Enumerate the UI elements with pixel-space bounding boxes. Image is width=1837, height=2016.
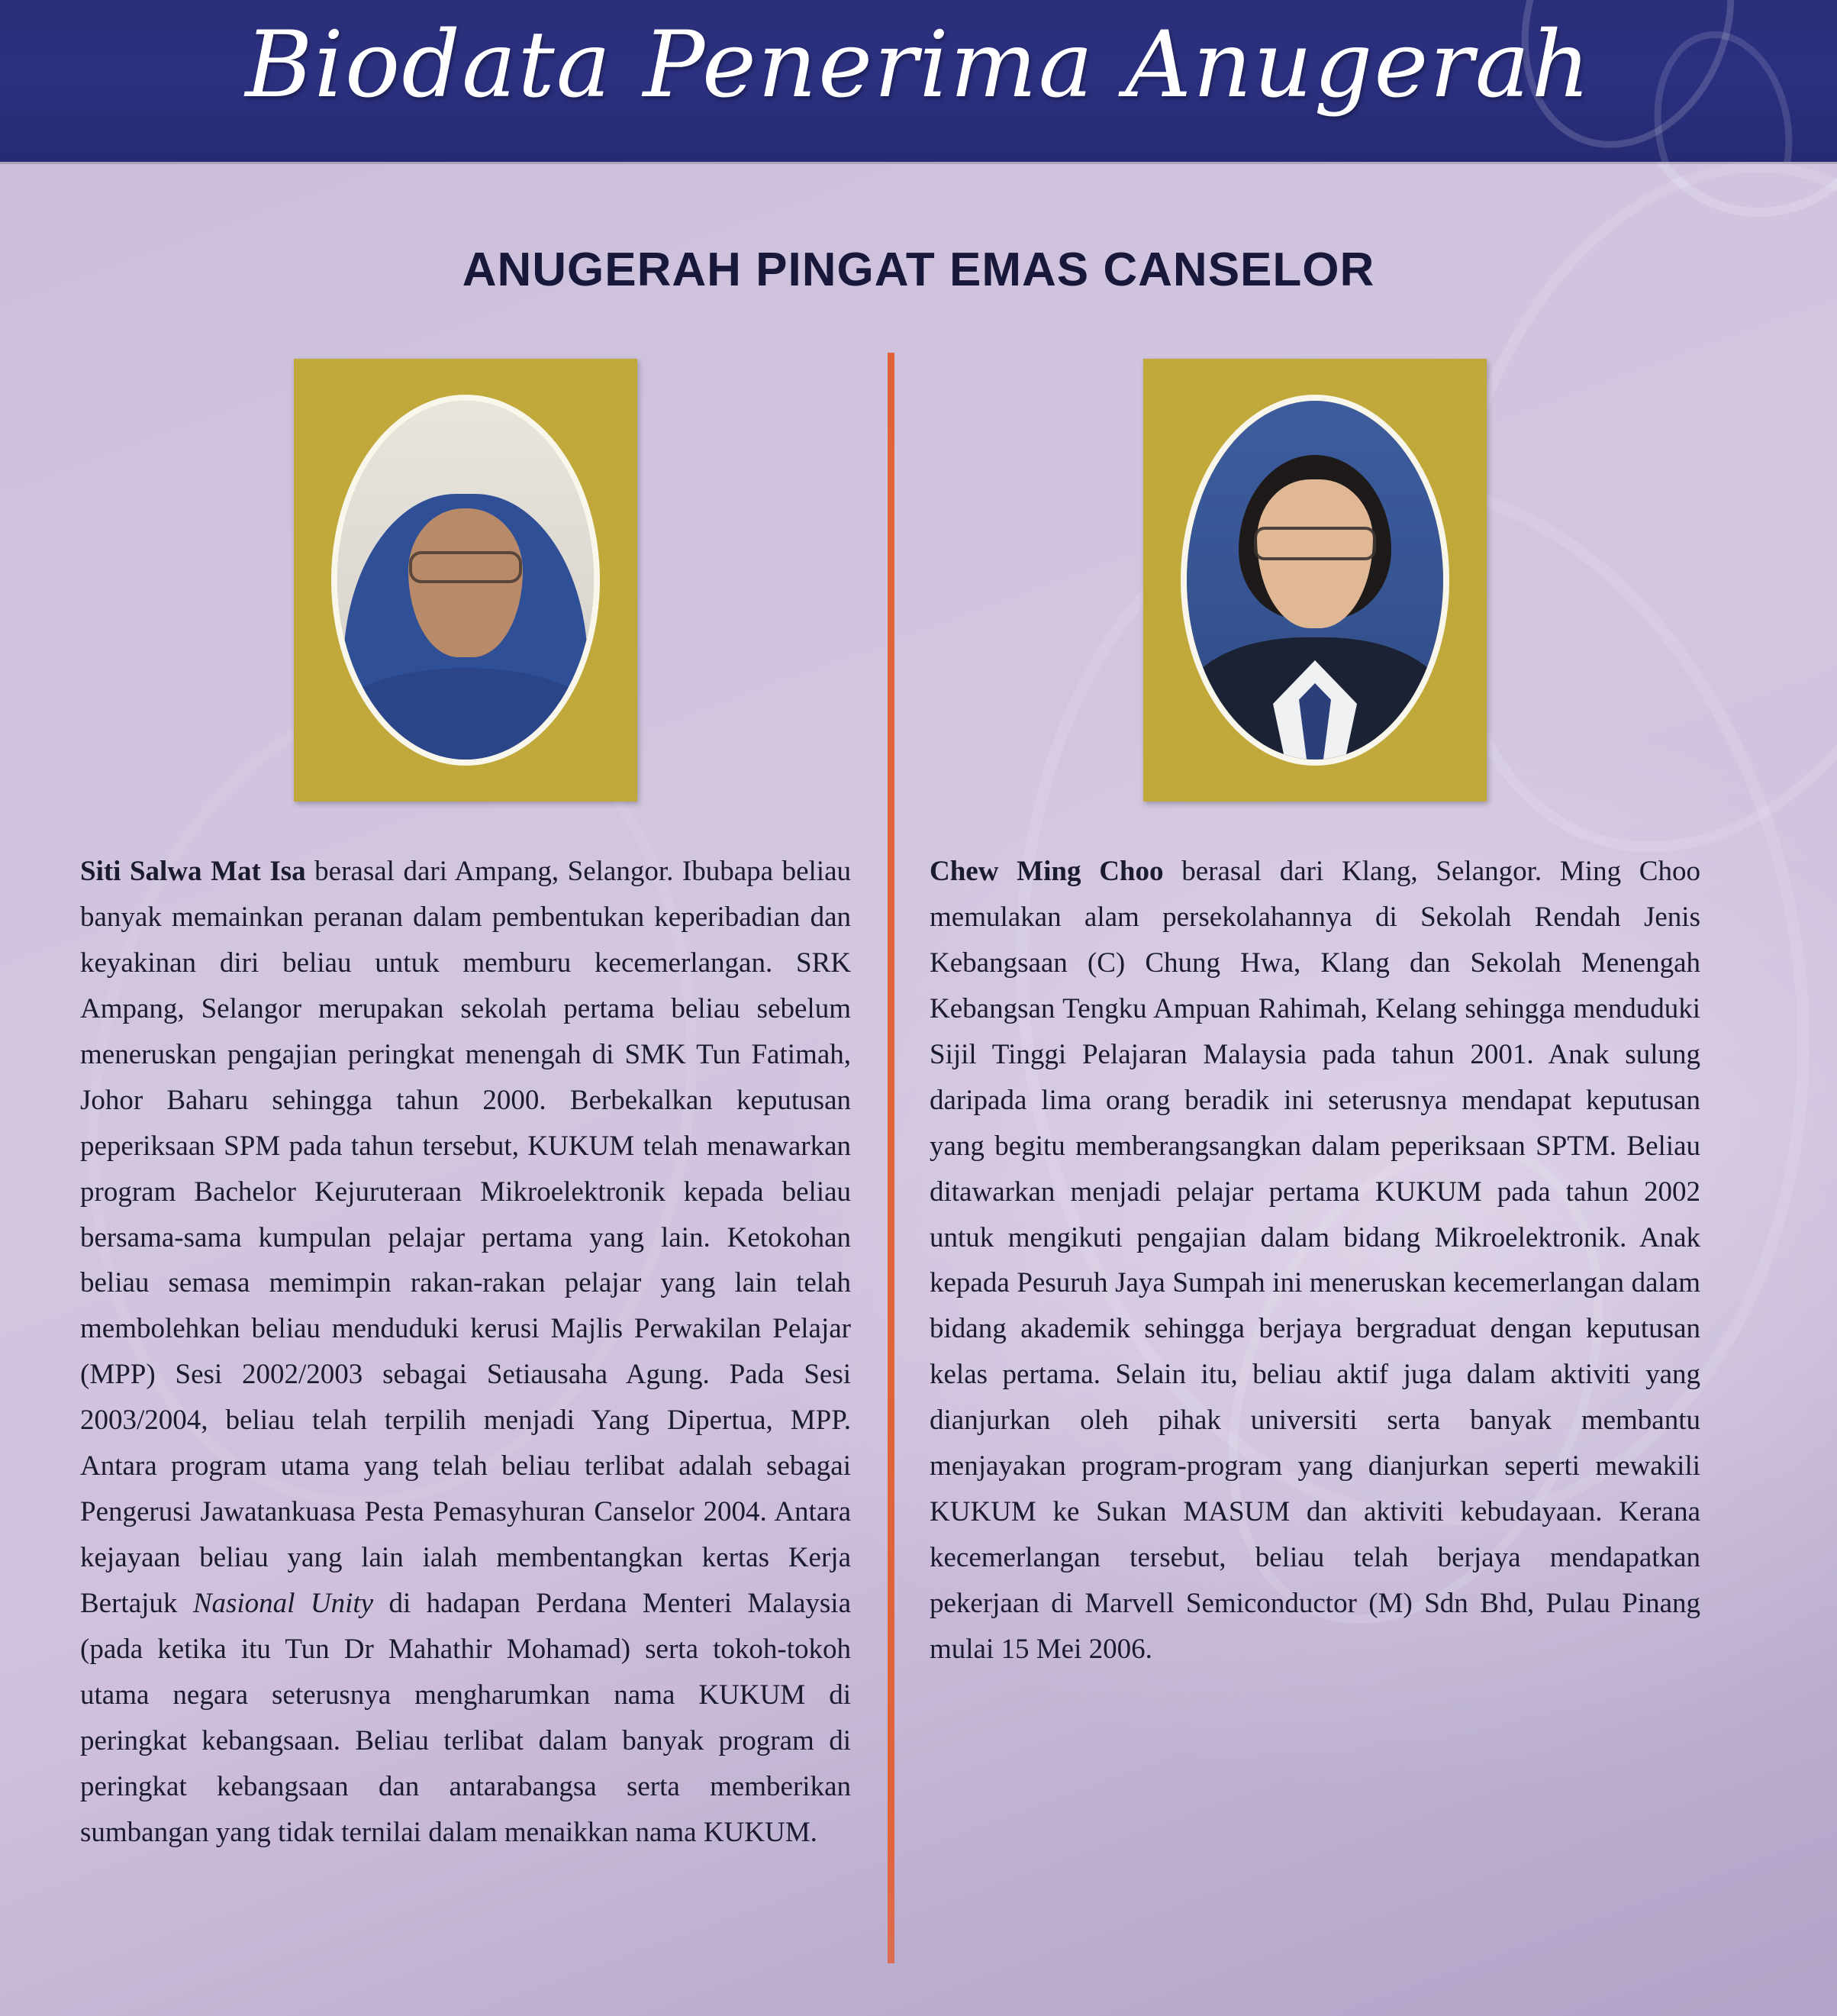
photo-container	[930, 359, 1700, 802]
page-title: Biodata Penerima Anugerah	[245, 12, 1592, 118]
photo-container	[80, 359, 851, 802]
bio-text-part1: berasal dari Ampang, Selangor. Ibubapa beliau banyak memainkan peranan dalam pembentukan keperibadian dan keyakinan diri beliau untuk memburu kecemerlangan. SRK Ampang, Selangor merupakan sekolah pertama beliau sebelum meneruskan pengajian peringkat menengah di SMK Tun Fatimah, Johor Baharu sehingga tahun 2000. Berbekalkan keputusan peperiksaan SPM pada tahun tersebut, KUKUM telah menawarkan program Bachelor Kejuruteraan Mikroelektronik kepada beliau bersama-sama kumpulan pelajar pertama yang lain. Ketokohan beliau semasa memimpin rakan-rakan pelajar yang lain telah membolehkan beliau menduduki kerusi Majlis Perwakilan Pelajar (MPP) Sesi 2002/2003 sebagai Setiausaha Agung. Pada Sesi 2003/2004, beliau telah terpilih menjadi Yang Dipertua, MPP. Antara program utama yang telah beliau terlibat adalah sebagai Pengerusi Jawatankuasa Pesta Pemasyhuran Canselor 2004. Antara kejayaan beliau yang lain ialah membentangkan kertas Kerja Bertajuk	[80, 856, 851, 1619]
award-heading: ANUGERAH PINGAT EMAS CANSELOR	[462, 244, 1375, 296]
portrait-photo-siti-salwa-mat-isa	[337, 401, 594, 760]
recipient-name-right: Chew Ming Choo	[930, 856, 1164, 887]
portrait-frame	[1143, 359, 1487, 802]
shoulders-shape	[337, 668, 594, 760]
glasses-icon	[1254, 527, 1376, 560]
bio-text-italic: Nasional Unity	[192, 1588, 374, 1619]
portrait-photo-chew-ming-choo	[1187, 401, 1443, 760]
recipient-bio-right	[930, 849, 1700, 1672]
bio-text-part1: berasal dari Klang, Selangor. Ming Choo memulakan alam persekolahannya di Sekolah Rendah Jenis Kebangsaan (C) Chung Hwa, Klang dan Sekolah Menengah Kebangsan Tengku Ampuan Rahimah, Kelang sehingga menduduki Sijil Tinggi Pelajaran Malaysia pada tahun 2001. Anak sulung daripada lima orang beradik ini seterusnya mendapat keputusan yang begitu memberangsangkan dalam peperiksaan SPTM. Beliau ditawarkan menjadi pelajar pertama KUKUM pada tahun 2002 untuk mengikuti pengajian dalam bidang Mikroelektronik. Anak kepada Pesuruh Jaya Sumpah ini meneruskan kecemerlangan dalam bidang akademik sehingga berjaya bergraduat dengan keputusan kelas pertama. Selain itu, beliau aktif juga dalam aktiviti yang dianjurkan oleh pihak universiti serta banyak membantu menjayakan program-program yang dianjurkan seperti mewakili KUKUM ke Sukan MASUM dan aktiviti kebudayaan. Kerana kecemerlangan tersebut, beliau telah berjaya mendapatkan pekerjaan di Marvell Semiconductor (M) Sdn Bhd, Pulau Pinang mulai 15 Mei 2006.	[930, 856, 1700, 1665]
recipient-column-left	[80, 359, 851, 1884]
recipient-bio-left	[80, 849, 851, 1856]
glasses-icon	[409, 551, 522, 583]
recipient-name-left: Siti Salwa Mat Isa	[80, 856, 306, 887]
recipient-column-right	[930, 359, 1700, 1701]
bio-text-part2: di hadapan Perdana Menteri Malaysia (pada ketika itu Tun Dr Mahathir Mohamad) serta tokoh-tokoh utama negara seterusnya mengharumkan nama KUKUM di peringkat kebangsaan. Beliau terlibat dalam banyak program di peringkat kebangsaan dan antarabangsa serta memberikan sumbangan yang tidak ternilai dalam menaikkan nama KUKUM.	[80, 1588, 852, 1848]
page-banner	[0, 0, 1837, 162]
portrait-frame	[294, 359, 637, 802]
column-divider	[888, 353, 894, 1963]
